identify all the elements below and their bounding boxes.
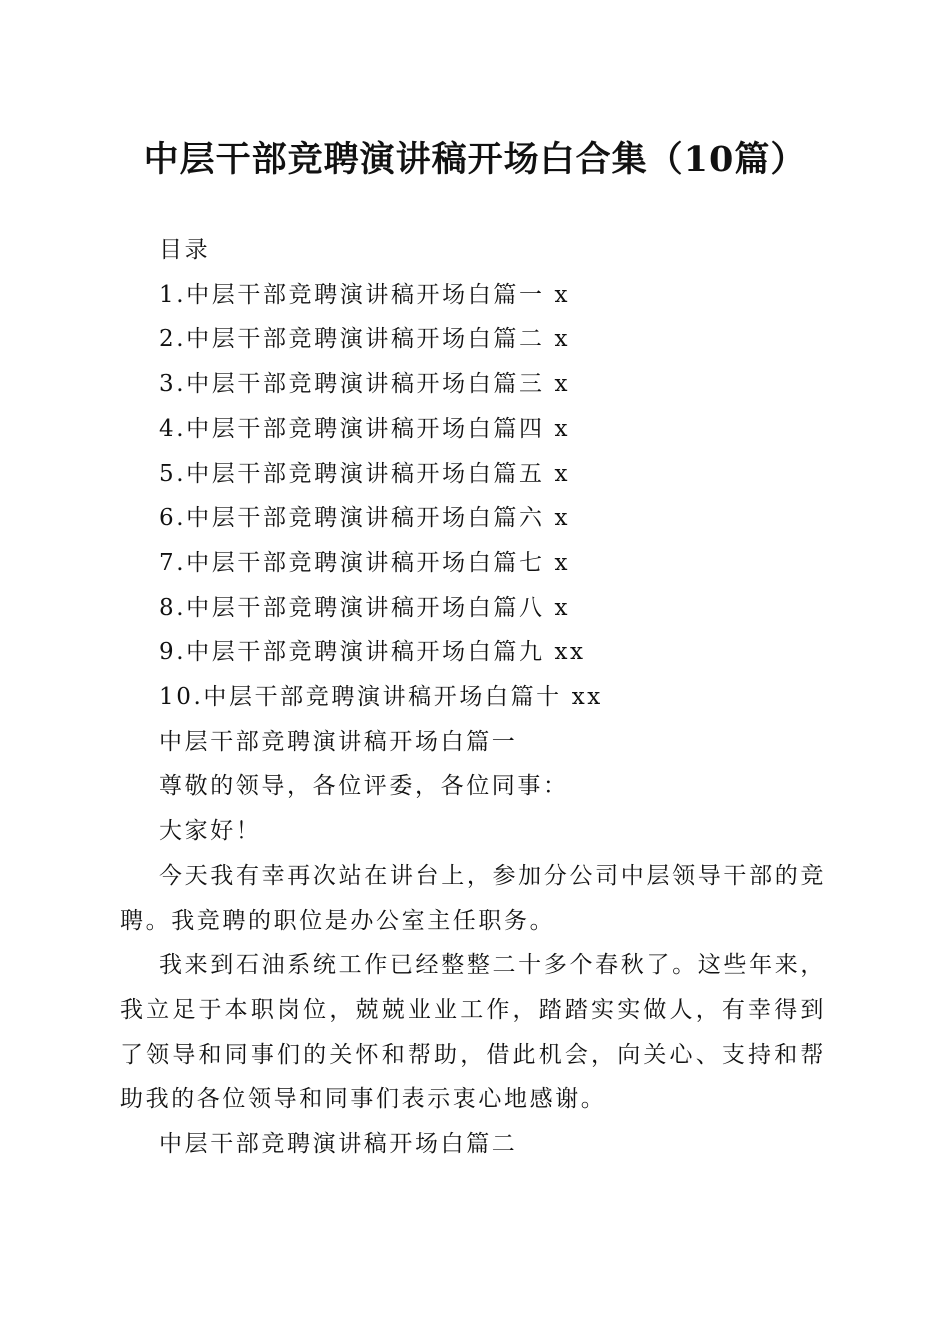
toc-item[interactable]: 5.中层干部竞聘演讲稿开场白篇五 x bbox=[159, 460, 571, 487]
toc-heading: 目录 bbox=[159, 237, 211, 263]
toc-item[interactable]: 9.中层干部竞聘演讲稿开场白篇九 xx bbox=[159, 639, 586, 666]
toc-item[interactable]: 3.中层干部竞聘演讲稿开场白篇三 x bbox=[159, 371, 571, 398]
toc-item[interactable]: 2.中层干部竞聘演讲稿开场白篇二 x bbox=[159, 326, 571, 353]
toc-item[interactable]: 8.中层干部竞聘演讲稿开场白篇八 x bbox=[159, 594, 571, 621]
toc-item[interactable]: 1.中层干部竞聘演讲稿开场白篇一 x bbox=[159, 281, 571, 308]
toc-item[interactable]: 10.中层干部竞聘演讲稿开场白篇十 xx bbox=[159, 684, 603, 711]
greeting: 大家好！ bbox=[159, 818, 262, 845]
toc-item[interactable]: 6.中层干部竞聘演讲稿开场白篇六 x bbox=[159, 505, 571, 532]
toc-item[interactable]: 4.中层干部竞聘演讲稿开场白篇四 x bbox=[159, 415, 571, 442]
document-title: 中层干部竞聘演讲稿开场白合集（10篇） bbox=[143, 139, 807, 180]
document-body bbox=[120, 228, 826, 1167]
section-heading: 中层干部竞聘演讲稿开场白篇二 bbox=[159, 1131, 518, 1158]
section-heading: 中层干部竞聘演讲稿开场白篇一 bbox=[159, 728, 518, 755]
body-paragraph: 今天我有幸再次站在讲台上，参加分公司中层领导干部的竞聘。我竞聘的职位是办公室主任职务。 bbox=[120, 862, 826, 934]
salutation: 尊敬的领导，各位评委，各位同事： bbox=[159, 773, 569, 800]
body-paragraph: 我来到石油系统工作已经整整二十多个春秋了。这些年来，我立足于本职岗位，兢兢业业工作，踏踏实实做人，有幸得到了领导和同事们的关怀和帮助，借此机会，向关心、支持和帮助我的各位领导和同事们表示衷心地感谢。 bbox=[120, 952, 826, 1113]
toc-item[interactable]: 7.中层干部竞聘演讲稿开场白篇七 x bbox=[159, 549, 571, 576]
